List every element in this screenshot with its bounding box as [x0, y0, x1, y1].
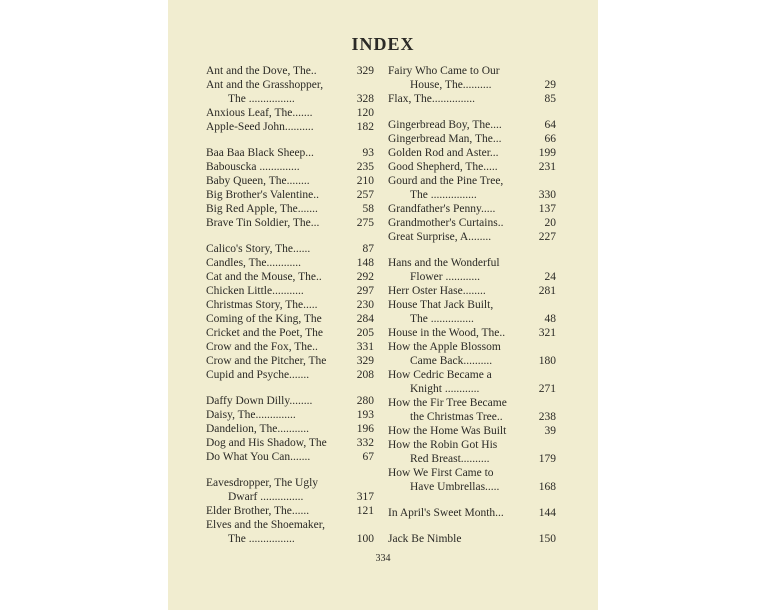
entry-line	[206, 326, 374, 340]
entry-continuation	[388, 78, 556, 92]
entry-title: House in the Wood, The..	[388, 327, 506, 339]
entry-page-number: 332	[356, 437, 374, 449]
index-entry	[206, 174, 374, 188]
entry-page-number: 284	[356, 313, 374, 325]
entry-continuation	[206, 532, 374, 546]
entry-page-number: 275	[356, 217, 374, 229]
index-entry	[388, 64, 556, 92]
entry-page-number: 280	[356, 395, 374, 407]
index-entry	[206, 326, 374, 340]
entry-page-number: 328	[356, 93, 374, 105]
entry-line	[206, 216, 374, 230]
index-entry	[388, 284, 556, 298]
entry-line	[388, 146, 556, 160]
entry-page-number: 321	[538, 327, 556, 339]
entry-page-number: 179	[538, 453, 556, 465]
entry-line	[388, 118, 556, 132]
entry-title: Coming of the King, The	[206, 313, 322, 325]
entry-title: Red Breast..........	[410, 453, 490, 465]
entry-line	[206, 298, 374, 312]
entry-page-number: 235	[356, 161, 374, 173]
entry-continuation	[206, 490, 374, 504]
entry-title: Christmas Story, The.....	[206, 299, 318, 311]
page-number: 334	[375, 553, 391, 564]
entry-page-number: 121	[356, 505, 374, 517]
entry-title: In April's Sweet Month...	[388, 507, 504, 519]
entry-page-number: 180	[538, 355, 556, 367]
entry-page-number: 120	[356, 107, 374, 119]
entry-line	[206, 78, 374, 92]
index-entry	[388, 532, 556, 546]
entry-title: Golden Rod and Aster...	[388, 147, 499, 159]
entry-page-number: 150	[538, 533, 556, 545]
entry-page-number: 292	[356, 271, 374, 283]
entry-title: Dandelion, The...........	[206, 423, 309, 435]
entry-page-number: 331	[356, 341, 374, 353]
entry-title: Big Red Apple, The.......	[206, 203, 318, 215]
entry-title: Cat and the Mouse, The..	[206, 271, 322, 283]
entry-page-number: 66	[544, 133, 556, 145]
entry-title: Crow and the Fox, The..	[206, 341, 318, 353]
entry-title: Big Brother's Valentine..	[206, 189, 320, 201]
entry-line	[388, 230, 556, 244]
index-entry	[206, 450, 374, 464]
index-entry	[388, 438, 556, 466]
entry-title: Brave Tin Soldier, The...	[206, 217, 320, 229]
entry-continuation	[388, 452, 556, 466]
entry-line	[206, 160, 374, 174]
entry-title: Flax, The...............	[388, 93, 475, 105]
entry-title: the Christmas Tree..	[410, 411, 503, 423]
entry-line	[206, 436, 374, 450]
entry-title: House, The..........	[410, 79, 492, 91]
entry-title: Grandfather's Penny.....	[388, 203, 496, 215]
entry-title: How Cedric Became a	[388, 369, 492, 381]
entry-line	[388, 396, 556, 410]
entry-continuation	[388, 354, 556, 368]
entry-line	[388, 438, 556, 452]
entry-title: Gingerbread Man, The...	[388, 133, 502, 145]
entry-title: How the Fir Tree Became	[388, 397, 507, 409]
section-gap	[206, 382, 374, 394]
entry-page-number: 29	[544, 79, 556, 91]
entry-line	[388, 340, 556, 354]
entry-title: The ...............	[410, 313, 474, 325]
entry-line	[206, 368, 374, 382]
entry-line	[388, 368, 556, 382]
entry-title: The ................	[410, 189, 477, 201]
index-column-right	[388, 64, 556, 546]
entry-page-number: 281	[538, 285, 556, 297]
entry-title: Baby Queen, The........	[206, 175, 310, 187]
entry-title: How the Robin Got His	[388, 439, 498, 451]
entry-line	[388, 506, 556, 520]
entry-line	[206, 146, 374, 160]
entry-line	[388, 132, 556, 146]
entry-title: Elder Brother, The......	[206, 505, 310, 517]
entry-continuation	[206, 92, 374, 106]
entry-page-number: 330	[538, 189, 556, 201]
section-gap	[388, 520, 556, 532]
index-entry	[206, 298, 374, 312]
entry-continuation	[388, 382, 556, 396]
entry-continuation	[388, 188, 556, 202]
entry-line	[388, 284, 556, 298]
entry-line	[206, 476, 374, 490]
entry-line	[206, 408, 374, 422]
entry-title: How the Home Was Built	[388, 425, 507, 437]
index-entry	[206, 188, 374, 202]
entry-page-number: 182	[356, 121, 374, 133]
entry-page-number: 205	[356, 327, 374, 339]
index-entry	[388, 298, 556, 326]
index-entry	[388, 368, 556, 396]
entry-page-number: 227	[538, 231, 556, 243]
entry-title: House That Jack Built,	[388, 299, 494, 311]
index-entry	[206, 436, 374, 450]
entry-line	[206, 312, 374, 326]
entry-line	[206, 120, 374, 134]
entry-title: Candles, The............	[206, 257, 301, 269]
entry-line	[206, 422, 374, 436]
index-entry	[206, 408, 374, 422]
entry-page-number: 231	[538, 161, 556, 173]
entry-line	[206, 174, 374, 188]
entry-title: Good Shepherd, The.....	[388, 161, 498, 173]
entry-line	[206, 354, 374, 368]
index-entry	[388, 424, 556, 438]
entry-title: Gourd and the Pine Tree,	[388, 175, 504, 187]
entry-title: Fairy Who Came to Our	[388, 65, 500, 77]
entry-title: Babouscka ..............	[206, 161, 300, 173]
section-gap	[388, 494, 556, 506]
entry-page-number: 85	[544, 93, 556, 105]
entry-title: Chicken Little...........	[206, 285, 304, 297]
entry-page-number: 208	[356, 369, 374, 381]
index-entry	[388, 92, 556, 106]
entry-page-number: 148	[356, 257, 374, 269]
index-entry	[388, 174, 556, 202]
entry-page-number: 168	[538, 481, 556, 493]
index-entry	[388, 396, 556, 424]
index-entry	[206, 394, 374, 408]
index-entry	[206, 78, 374, 106]
index-entry	[388, 326, 556, 340]
index-column-left	[206, 64, 374, 546]
entry-page-number: 58	[362, 203, 374, 215]
index-entry	[206, 270, 374, 284]
entry-page-number: 297	[356, 285, 374, 297]
entry-title: Daisy, The..............	[206, 409, 296, 421]
entry-line	[388, 326, 556, 340]
index-entry	[206, 242, 374, 256]
entry-page-number: 64	[544, 119, 556, 131]
entry-title: How the Apple Blossom	[388, 341, 501, 353]
entry-page-number: 199	[538, 147, 556, 159]
index-entry	[206, 284, 374, 298]
entry-line	[388, 424, 556, 438]
section-gap	[388, 106, 556, 118]
entry-page-number: 100	[356, 533, 374, 545]
index-entry	[388, 340, 556, 368]
index-entry	[388, 118, 556, 132]
index-entry	[388, 146, 556, 160]
entry-line	[388, 92, 556, 106]
entry-title: Dog and His Shadow, The	[206, 437, 327, 449]
entry-continuation	[388, 270, 556, 284]
entry-line	[206, 188, 374, 202]
entry-title: Have Umbrellas.....	[410, 481, 500, 493]
index-entry	[206, 202, 374, 216]
entry-line	[388, 532, 556, 546]
entry-title: Knight ............	[410, 383, 480, 395]
entry-line	[388, 216, 556, 230]
index-entry	[206, 476, 374, 504]
entry-page-number: 137	[538, 203, 556, 215]
index-entry	[206, 504, 374, 518]
index-entry	[206, 354, 374, 368]
entry-page-number: 39	[544, 425, 556, 437]
index-entry	[388, 160, 556, 174]
entry-title: Ant and the Dove, The..	[206, 65, 317, 77]
entry-line	[206, 340, 374, 354]
index-entry	[388, 202, 556, 216]
entry-line	[388, 160, 556, 174]
entry-line	[206, 518, 374, 532]
index-entry	[206, 106, 374, 120]
entry-line	[388, 256, 556, 270]
entry-page-number: 144	[538, 507, 556, 519]
entry-page-number: 48	[544, 313, 556, 325]
book-page	[168, 0, 598, 610]
entry-title: Herr Oster Hase........	[388, 285, 486, 297]
entry-line	[206, 450, 374, 464]
entry-title: Flower ............	[410, 271, 480, 283]
entry-line	[206, 106, 374, 120]
index-entry	[206, 146, 374, 160]
index-entry	[206, 518, 374, 546]
index-entry	[388, 256, 556, 284]
entry-line	[206, 270, 374, 284]
entry-title: Great Surprise, A........	[388, 231, 492, 243]
entry-continuation	[388, 480, 556, 494]
entry-page-number: 67	[362, 451, 374, 463]
entry-page-number: 271	[538, 383, 556, 395]
entry-line	[206, 202, 374, 216]
page-title: INDEX	[351, 34, 415, 54]
entry-line	[206, 284, 374, 298]
entry-title: Calico's Story, The......	[206, 243, 311, 255]
entry-page-number: 329	[356, 65, 374, 77]
entry-page-number: 93	[362, 147, 374, 159]
entry-page-number: 87	[362, 243, 374, 255]
index-entry	[388, 132, 556, 146]
entry-title: Grandmother's Curtains..	[388, 217, 504, 229]
index-entry	[206, 160, 374, 174]
entry-continuation	[388, 410, 556, 424]
entry-title: Hans and the Wonderful	[388, 257, 500, 269]
entry-page-number: 24	[544, 271, 556, 283]
entry-continuation	[388, 312, 556, 326]
entry-line	[206, 64, 374, 78]
entry-title: Jack Be Nimble	[388, 533, 462, 545]
entry-title: Came Back..........	[410, 355, 493, 367]
entry-line	[388, 202, 556, 216]
entry-title: Dwarf ...............	[228, 491, 304, 503]
entry-line	[206, 504, 374, 518]
entry-line	[206, 256, 374, 270]
entry-line	[388, 466, 556, 480]
index-entry	[206, 340, 374, 354]
entry-page-number: 230	[356, 299, 374, 311]
entry-title: Elves and the Shoemaker,	[206, 519, 325, 531]
entry-line	[388, 174, 556, 188]
entry-line	[206, 394, 374, 408]
entry-page-number: 193	[356, 409, 374, 421]
index-entry	[206, 422, 374, 436]
entry-title: Cricket and the Poet, The	[206, 327, 323, 339]
entry-title: The ................	[228, 533, 295, 545]
entry-title: Do What You Can.......	[206, 451, 311, 463]
entry-line	[388, 64, 556, 78]
entry-title: Anxious Leaf, The.......	[206, 107, 313, 119]
section-gap	[206, 134, 374, 146]
section-gap	[388, 244, 556, 256]
index-entry	[206, 64, 374, 78]
section-gap	[206, 230, 374, 242]
entry-title: Ant and the Grasshopper,	[206, 79, 324, 91]
index-entry	[206, 216, 374, 230]
entry-page-number: 210	[356, 175, 374, 187]
index-entry	[206, 312, 374, 326]
entry-page-number: 257	[356, 189, 374, 201]
entry-title: Gingerbread Boy, The....	[388, 119, 502, 131]
index-entry	[206, 120, 374, 134]
index-entry	[388, 466, 556, 494]
entry-title: How We First Came to	[388, 467, 494, 479]
index-entry	[206, 368, 374, 382]
entry-title: Baa Baa Black Sheep...	[206, 147, 314, 159]
entry-title: The ................	[228, 93, 295, 105]
entry-line	[388, 298, 556, 312]
index-entry	[388, 230, 556, 244]
entry-title: Eavesdropper, The Ugly	[206, 477, 319, 489]
entry-title: Cupid and Psyche.......	[206, 369, 310, 381]
entry-title: Apple-Seed John..........	[206, 121, 314, 133]
index-entry	[206, 256, 374, 270]
entry-page-number: 238	[538, 411, 556, 423]
entry-line	[206, 242, 374, 256]
index-entry	[388, 506, 556, 520]
entry-title: Crow and the Pitcher, The	[206, 355, 327, 367]
entry-title: Daffy Down Dilly........	[206, 395, 313, 407]
entry-page-number: 196	[356, 423, 374, 435]
entry-page-number: 20	[544, 217, 556, 229]
entry-page-number: 317	[356, 491, 374, 503]
section-gap	[206, 464, 374, 476]
entry-page-number: 329	[356, 355, 374, 367]
index-entry	[388, 216, 556, 230]
